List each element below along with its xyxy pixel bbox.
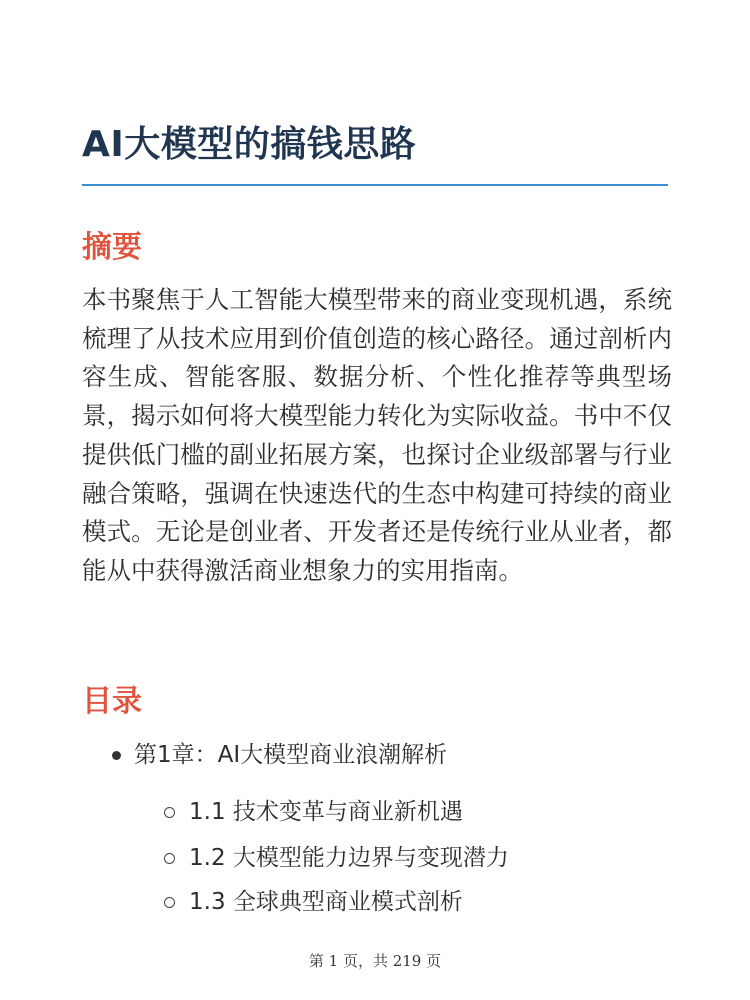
toc-chapter-label: 第1章：AI大模型商业浪潮解析: [134, 742, 448, 768]
abstract-paragraph: 本书聚焦于人工智能大模型带来的商业变现机遇，系统梳理了从技术应用到价值创造的核心路径。通过剖析内容生成、智能客服、数据分析、个性化推荐等典型场景，揭示如何将大模型能力转化为实际收益。书中不仅提供低门槛的副业拓展方案，也探讨企业级部署与行业融合策略，强调在快速迭代的生态中构建可持续的商业模式。无论是创业者、开发者还是传统行业从业者，都能从中获得激活商业想象力的实用指南。: [82, 285, 672, 585]
toc-section-label: 1.2 大模型能力边界与变现潜力: [189, 845, 509, 871]
title-divider: [82, 184, 668, 186]
bullet-circle-icon: [164, 807, 175, 818]
bullet-disc-icon: [112, 751, 121, 760]
page-number-footer: 第 1 页，共 219 页: [308, 952, 442, 970]
toc-heading: 目录: [82, 684, 142, 719]
document-title: AI大模型的搞钱思路: [82, 124, 417, 165]
abstract-heading: 摘要: [82, 230, 142, 265]
bullet-circle-icon: [164, 853, 175, 864]
toc-section-label: 1.1 技术变革与商业新机遇: [189, 799, 463, 825]
bullet-circle-icon: [164, 897, 175, 908]
toc-section-label: 1.3 全球典型商业模式剖析: [189, 889, 463, 915]
